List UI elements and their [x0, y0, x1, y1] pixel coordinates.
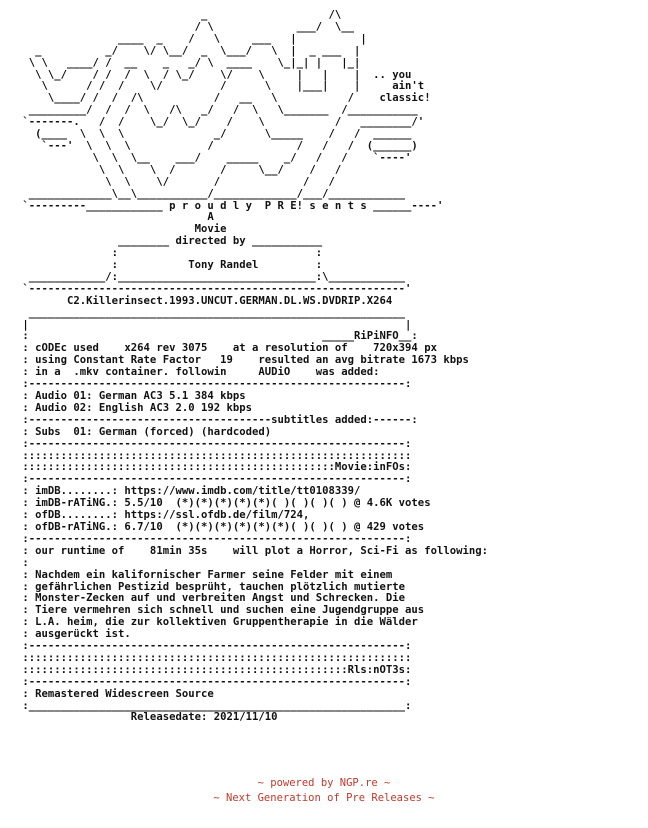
nfo-line: _____________\__\___________/_____________/___/____________	[16, 187, 406, 200]
nfo-line: (____ \ \ \ _/ \_____ / / ______	[16, 128, 412, 141]
nfo-line: : _____RiPiNFO__:	[16, 330, 418, 343]
nfo-line: \ \ ____/ / __ _ _/ \ ____ \_|_| | |_|	[16, 56, 361, 69]
nfo-text-block	[16, 10, 488, 724]
nfo-line: \____/ / / /\ / __ \ / classic!	[16, 92, 431, 105]
nfo-line: / \ ___/ \__	[16, 20, 355, 33]
nfo-line: :-----------------------------------------------------------:	[16, 640, 412, 653]
nfo-line: ____ _ / \ ___ | |	[16, 32, 367, 45]
nfo-line: Releasedate: 2021/11/10	[16, 711, 278, 724]
nfo-line: :	[16, 556, 29, 569]
nfo-line: : :	[16, 247, 323, 260]
nfo-line: : ofDB-rATiNG.: 6.7/10 (*)(*)(*)(*)(*)(*)( )( )( ) @ 429 votes	[16, 520, 425, 533]
nfo-line: _ _/ \/ \__/ _ \___/ \ | _ ___ |	[16, 44, 361, 57]
nfo-line: `---' \ \ \ / / / / (______)	[16, 139, 418, 152]
nfo-line: ____________/:_______________________________:\____________	[16, 270, 406, 283]
nfo-line: `---------____________ p r o u d l y P R E! s e n t s ______----'	[16, 199, 444, 212]
nfo-line: \ \ \ / / \__/ / /	[16, 163, 342, 176]
nfo-line: ________ directed by ___________	[16, 235, 323, 248]
nfo-line: : imDB........: https://www.imdb.com/title/tt0108339/	[16, 485, 361, 498]
nfo-line: : in a .mkv container. followin AUDiO was added:	[16, 366, 380, 379]
nfo-line: : cODEc used x264 rev 3075 at a resolution of 720x394 px	[16, 342, 437, 355]
nfo-line: `-----------------------------------------------------------'	[16, 282, 412, 295]
nfo-line: : Audio 02: English AC3 2.0 192 kbps	[16, 401, 252, 414]
nfo-line: \ \ \__ ___/ _____ _/ / / `----'	[16, 151, 412, 164]
nfo-line: : imDB-rATiNG.: 5.5/10 (*)(*)(*)(*)(*)( )( )( )( ) @ 4.6K votes	[16, 497, 431, 510]
nfo-line: : L.A. heim, die zur kollektiven Gruppentherapie in die Wälder	[16, 616, 418, 629]
nfo-line: :::::::::::::::::::::::::::::::::::::::::::::::::::Rls:nOT3s:	[16, 663, 412, 676]
nfo-line: _________/ / / \ /\ _/ / \ \_______ /___________	[16, 104, 418, 117]
nfo-line: :--------------------------------------subtitles added:------:	[16, 413, 418, 426]
nfo-line: :-----------------------------------------------------------:	[16, 532, 412, 545]
nfo-line: : Tony Randel :	[16, 259, 323, 272]
nfo-line: : ofDB........: https://ssl.ofdb.de/film/724,	[16, 509, 310, 522]
nfo-line: Movie	[16, 223, 227, 236]
nfo-line: : Subs 01: German (forced) (hardcoded)	[16, 425, 272, 438]
nfo-line: C2.Killerinsect.1993.UNCUT.GERMAN.DL.WS.DVDRIP.X264	[16, 294, 393, 307]
nfo-line: :-----------------------------------------------------------:	[16, 675, 412, 688]
nfo-line: \ \ \/ / / /	[16, 175, 335, 188]
nfo-line: A	[16, 211, 214, 224]
nfo-line: \ \_/ / / / \ / \_/ \/ \ | | | .. you	[16, 68, 412, 81]
nfo-line: : ausgerückt ist.	[16, 628, 131, 641]
nfo-line: :-----------------------------------------------------------:	[16, 437, 412, 450]
nfo-line: \ / / / \/ / \ |___| | ain't	[16, 80, 425, 93]
nfo-line: : Audio 01: German AC3 5.1 384 kbps	[16, 390, 246, 402]
nfo-line: `-------. / / \_/ \_/ / \ / ________/'	[16, 116, 425, 129]
nfo-line: :::::::::::::::::::::::::::::::::::::::::::::::::::::::::::::	[16, 449, 412, 462]
nfo-line: ___________________________________________________________	[16, 306, 406, 319]
footer-powered-by: ~ powered by NGP.re ~	[257, 777, 391, 789]
footer-tagline: ~ Next Generation of Pre Releases ~	[213, 792, 435, 804]
nfo-line: : Monster-Zecken auf und verbreiten Angst und Schrecken. Die	[16, 592, 406, 605]
nfo-line: | |	[16, 318, 412, 331]
nfo-line: : Nachdem ein kalifornischer Farmer seine Felder mit einem	[16, 568, 393, 581]
nfo-line: : using Constant Rate Factor 19 resulted an avg bitrate 1673 kbps	[16, 354, 469, 367]
nfo-line: : Remastered Widescreen Source	[16, 687, 214, 700]
nfo-line: : Tiere vermehren sich schnell und suchen eine Jugendgruppe aus	[16, 604, 425, 617]
nfo-line: : gefährlichen Pestizid besprüht, tauchen plötzlich mutierte	[16, 580, 406, 593]
nfo-line: :::::::::::::::::::::::::::::::::::::::::::::::::Movie:inFOs:	[16, 461, 412, 474]
nfo-line: : our runtime of 81min 35s will plot a Horror, Sci-Fi as following:	[16, 544, 488, 557]
nfo-line: :::::::::::::::::::::::::::::::::::::::::::::::::::::::::::::	[16, 651, 412, 664]
nfo-line: :___________________________________________________________:	[16, 699, 412, 712]
nfo-line: :-----------------------------------------------------------:	[16, 473, 412, 486]
nfo-line: _ /\	[16, 9, 342, 21]
nfo-line: :-----------------------------------------------------------:	[16, 378, 412, 391]
